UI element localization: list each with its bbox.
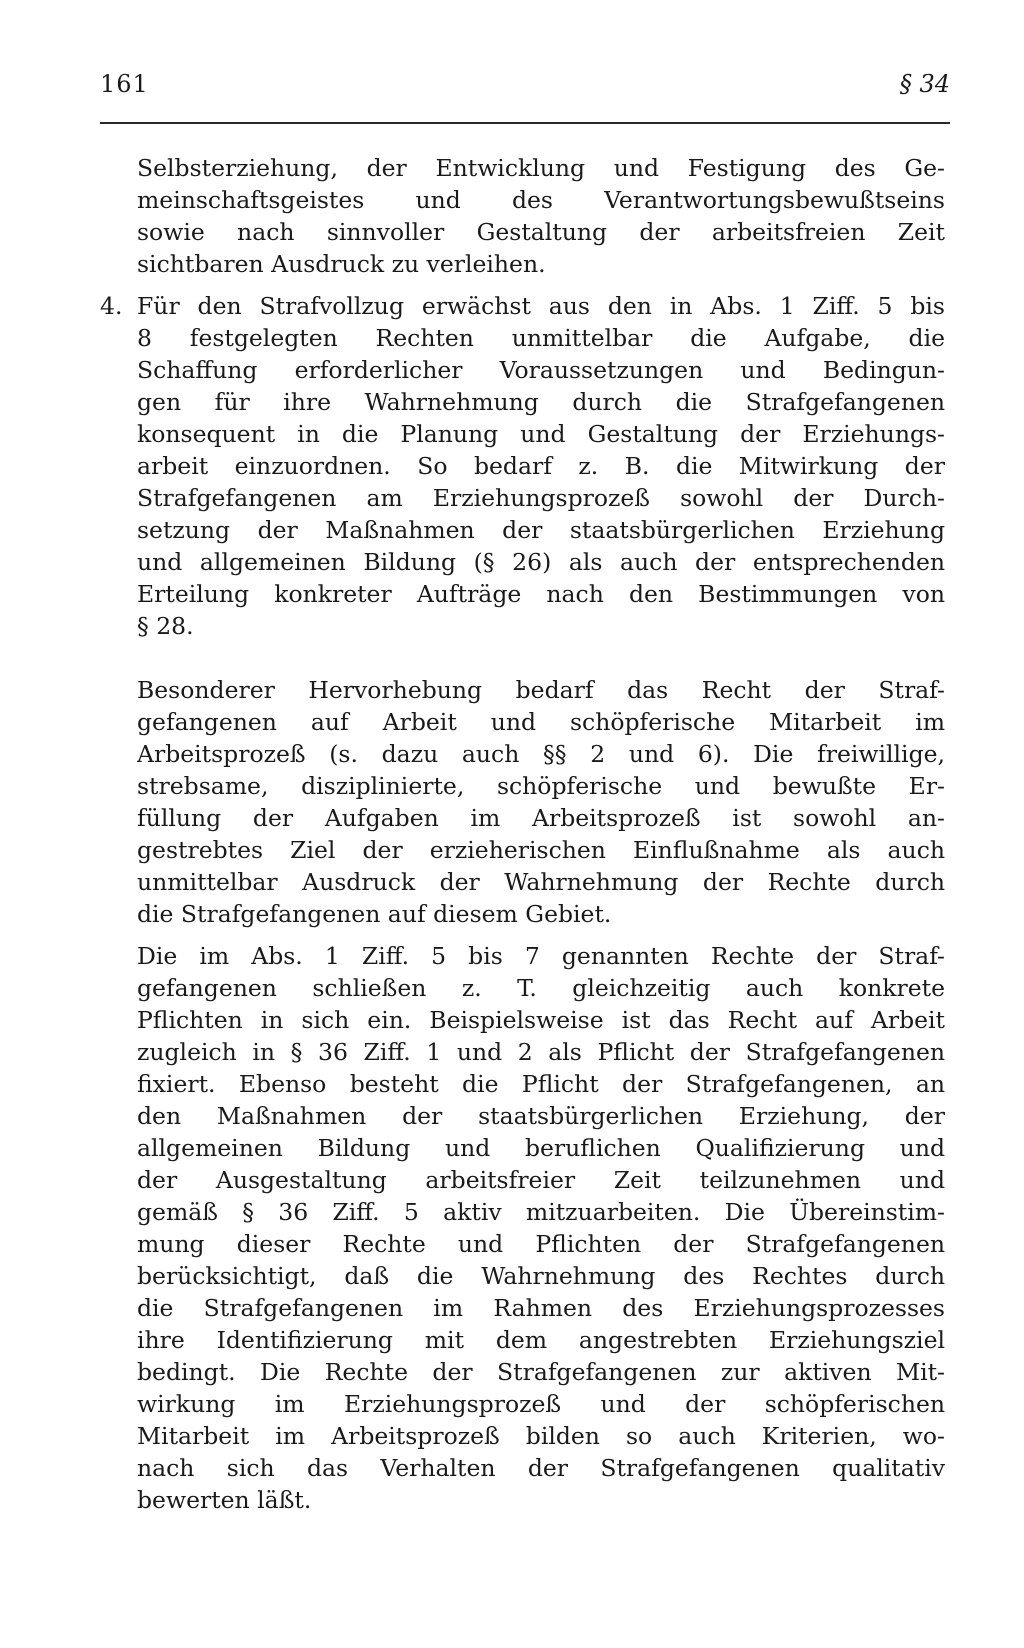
text-line: 8 festgelegten Rechten unmittelbar die Aufgabe, die <box>137 324 945 352</box>
text-line: gefangenen auf Arbeit und schöpferische Mitarbeit im <box>137 708 945 736</box>
paragraph-arbeit <box>137 674 945 930</box>
text-line: wirkung im Erziehungsprozeß und der schöpferischen <box>137 1390 945 1418</box>
text-line: der Ausgestaltung arbeitsfreier Zeit teilzunehmen und <box>137 1166 945 1194</box>
text-line: Besonderer Hervorhebung bedarf das Recht der Straf- <box>137 676 945 704</box>
header-rule <box>100 122 950 124</box>
text-line: Arbeitsprozeß (s. dazu auch §§ 2 und 6). Die freiwillige, <box>137 740 945 768</box>
text-line: mung dieser Rechte und Pflichten der Strafgefangenen <box>137 1230 945 1258</box>
text-line: füllung der Aufgaben im Arbeitsprozeß ist sowohl an- <box>137 804 945 832</box>
text-line: konsequent in die Planung und Gestaltung der Erziehungs- <box>137 420 945 448</box>
text-line: die Strafgefangenen im Rahmen des Erziehungsprozesses <box>137 1294 945 1322</box>
text-line: arbeit einzuordnen. So bedarf z. B. die Mitwirkung der <box>137 452 945 480</box>
paragraph-pflichten <box>137 940 945 1516</box>
paragraph-continuation <box>137 152 945 280</box>
text-line: unmittelbar Ausdruck der Wahrnehmung der Rechte durch <box>137 868 945 896</box>
text-line: gen für ihre Wahrnehmung durch die Strafgefangenen <box>137 388 945 416</box>
text-line: und allgemeinen Bildung (§ 26) als auch der entsprechenden <box>137 548 945 576</box>
text-line: ihre Identifizierung mit dem angestrebten Erziehungsziel <box>137 1326 945 1354</box>
text-line: Für den Strafvollzug erwächst aus den in Abs. 1 Ziff. 5 bis <box>137 292 945 320</box>
text-line: gestrebtes Ziel der erzieherischen Einflußnahme als auch <box>137 836 945 864</box>
text-line: zugleich in § 36 Ziff. 1 und 2 als Pflicht der Strafgefangenen <box>137 1038 945 1066</box>
text-line: bewerten läßt. <box>137 1486 312 1514</box>
text-line: Schaffung erforderlicher Voraussetzungen und Bedingun- <box>137 356 945 384</box>
text-line: berücksichtigt, daß die Wahrnehmung des Rechtes durch <box>137 1262 945 1290</box>
text-line: sichtbaren Ausdruck zu verleihen. <box>137 250 546 278</box>
text-line: gemäß § 36 Ziff. 5 aktiv mitzuarbeiten. Die Übereinstim- <box>137 1198 945 1226</box>
text-line: die Strafgefangenen auf diesem Gebiet. <box>137 900 612 928</box>
text-line: § 28. <box>137 612 194 640</box>
text-line: Pflichten in sich ein. Beispielsweise ist das Recht auf Arbeit <box>137 1006 945 1034</box>
text-line: Erteilung konkreter Aufträge nach den Bestimmungen von <box>137 580 945 608</box>
list-item-number: 4. <box>100 292 123 320</box>
text-line: gefangenen schließen z. T. gleichzeitig auch konkrete <box>137 974 945 1002</box>
text-line: strebsame, disziplinierte, schöpferische und bewußte Er- <box>137 772 945 800</box>
text-line: bedingt. Die Rechte der Strafgefangenen zur aktiven Mit- <box>137 1358 945 1386</box>
text-line: den Maßnahmen der staatsbürgerlichen Erziehung, der <box>137 1102 945 1130</box>
text-line: Selbsterziehung, der Entwicklung und Festigung des Ge- <box>137 154 945 182</box>
text-line: fixiert. Ebenso besteht die Pflicht der Strafgefangenen, an <box>137 1070 945 1098</box>
text-line: setzung der Maßnahmen der staatsbürgerlichen Erziehung <box>137 516 945 544</box>
text-line: meinschaftsgeistes und des Verantwortungsbewußtseins <box>137 186 945 214</box>
text-line: sowie nach sinnvoller Gestaltung der arbeitsfreien Zeit <box>137 218 945 246</box>
text-line: Strafgefangenen am Erziehungsprozeß sowohl der Durch- <box>137 484 945 512</box>
list-item-4 <box>137 290 945 642</box>
section-reference: § 34 <box>899 70 950 98</box>
text-line: Mitarbeit im Arbeitsprozeß bilden so auch Kriterien, wo- <box>137 1422 945 1450</box>
text-line: Die im Abs. 1 Ziff. 5 bis 7 genannten Rechte der Straf- <box>137 942 945 970</box>
page-header <box>100 70 950 130</box>
text-line: allgemeinen Bildung und beruflichen Qualifizierung und <box>137 1134 945 1162</box>
text-line: nach sich das Verhalten der Strafgefangenen qualitativ <box>137 1454 945 1482</box>
page-number: 161 <box>100 70 149 98</box>
